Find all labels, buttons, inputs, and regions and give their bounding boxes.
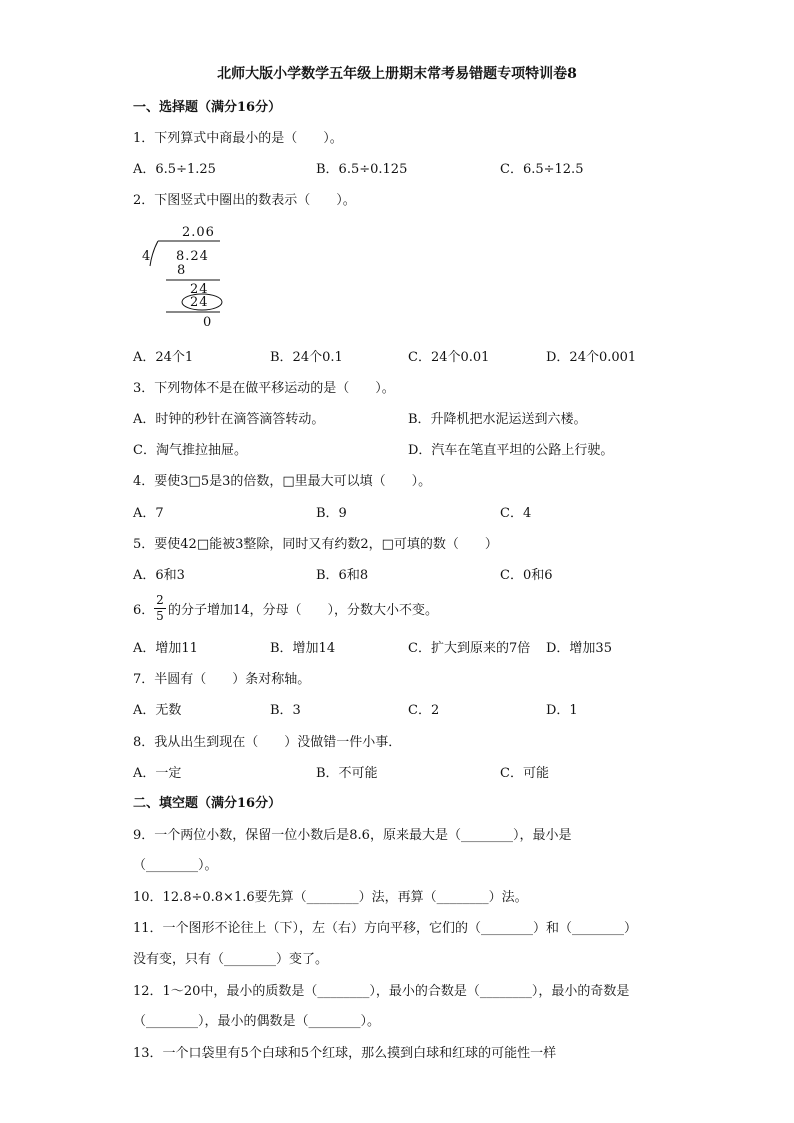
- question-3-option-c: C．淘气推拉抽屉。: [133, 443, 247, 458]
- question-5-option-c: C．0和6: [500, 568, 553, 583]
- question-6-stem: 的分子增加14，分母（ ），分数大小不变。: [168, 603, 439, 618]
- question-8-stem: 8．我从出生到现在（ ）没做错一件小事．: [133, 735, 402, 750]
- question-4-option-b: B．9: [316, 506, 347, 521]
- division-step-1: 8: [177, 263, 187, 278]
- question-8-option-b: B．不可能: [316, 766, 378, 781]
- question-7-option-d: D．1: [546, 703, 578, 718]
- question-11-line-1: 11．一个图形不论往上（下），左（右）方向平移，它们的（________）和（________）: [133, 921, 638, 936]
- question-3-option-a: A．时钟的秒针在滴答滴答转动。: [133, 412, 325, 427]
- question-10-line-1: 10．12.8÷0.8×1.6要先算（________）法，再算（________）法。: [133, 890, 528, 905]
- question-2-stem: 2．下图竖式中圈出的数表示（ ）。: [133, 193, 356, 208]
- division-quotient: 2.06: [182, 225, 215, 240]
- question-5-option-a: A．6和3: [133, 568, 185, 583]
- question-3-stem: 3．下列物体不是在做平移运动的是（ ）。: [133, 381, 395, 396]
- question-6-option-b: B．增加14: [270, 641, 336, 656]
- question-8-option-a: A．一定: [133, 766, 182, 781]
- question-12-line-1: 12．1～20中，最小的质数是（________），最小的合数是（________），最小的奇数是: [133, 984, 630, 999]
- question-6-option-c: C．扩大到原来的7倍: [408, 641, 531, 656]
- page-title: 北师大版小学数学五年级上册期末常考易错题专项特训卷8: [217, 66, 577, 82]
- question-4-option-a: A．7: [133, 506, 164, 521]
- fraction-numerator: 2: [156, 593, 164, 607]
- question-6-option-d: D．增加35: [546, 641, 612, 656]
- question-9-line-1: 9．一个两位小数，保留一位小数后是8.6，原来最大是（________），最小是: [133, 828, 572, 843]
- fraction-denominator: 5: [156, 609, 164, 623]
- question-2-option-c: C．24个0.01: [408, 350, 490, 365]
- division-circled-number: 24: [190, 295, 209, 310]
- question-2-option-d: D．24个0.001: [546, 350, 637, 365]
- question-2-option-b: B．24个0.1: [270, 350, 343, 365]
- question-3-option-d: D．汽车在笔直平坦的公路上行驶。: [408, 443, 614, 458]
- question-7-option-a: A．无数: [133, 703, 182, 718]
- question-1-stem: 1．下列算式中商最小的是（ ）。: [133, 131, 343, 146]
- question-7-option-b: B．3: [270, 703, 301, 718]
- division-dividend: 8.24: [176, 249, 209, 264]
- division-divisor: 4: [142, 249, 152, 264]
- question-4-stem: 4．要使3□5是3的倍数，□里最大可以填（ ）。: [133, 474, 432, 489]
- question-13-line-1: 13．一个口袋里有5个白球和5个红球，那么摸到白球和红球的可能性一样: [133, 1046, 557, 1061]
- question-7-stem: 7．半圆有（ ）条对称轴。: [133, 672, 311, 687]
- question-1-option-a: A．6.5÷1.25: [133, 162, 216, 177]
- section-heading-choice: 一、选择题（满分16分）: [133, 100, 282, 115]
- question-8-option-c: C．可能: [500, 766, 549, 781]
- question-6-option-a: A．增加11: [133, 641, 198, 656]
- section-heading-fill: 二、填空题（满分16分）: [133, 796, 282, 811]
- division-remainder: 0: [203, 315, 213, 330]
- question-12-line-2: （________），最小的偶数是（________）。: [133, 1014, 381, 1029]
- long-division-figure: [130, 222, 250, 332]
- fraction-two-fifths: [154, 594, 166, 623]
- question-11-line-2: 没有变，只有（________）变了。: [133, 952, 329, 967]
- question-3-option-b: B．升降机把水泥运送到六楼。: [408, 412, 587, 427]
- question-5-stem: 5．要使42□能被3整除，同时又有约数2，□可填的数（ ）: [133, 537, 498, 552]
- question-6-number: 6．: [133, 603, 155, 618]
- question-1-option-b: B．6.5÷0.125: [316, 162, 408, 177]
- question-7-option-c: C．2: [408, 703, 440, 718]
- division-step-2: 24: [190, 282, 209, 297]
- question-2-option-a: A．24个1: [133, 350, 194, 365]
- question-9-line-2: （________）。: [133, 858, 218, 873]
- question-4-option-c: C．4: [500, 506, 532, 521]
- question-5-option-b: B．6和8: [316, 568, 369, 583]
- question-1-option-c: C．6.5÷12.5: [500, 162, 584, 177]
